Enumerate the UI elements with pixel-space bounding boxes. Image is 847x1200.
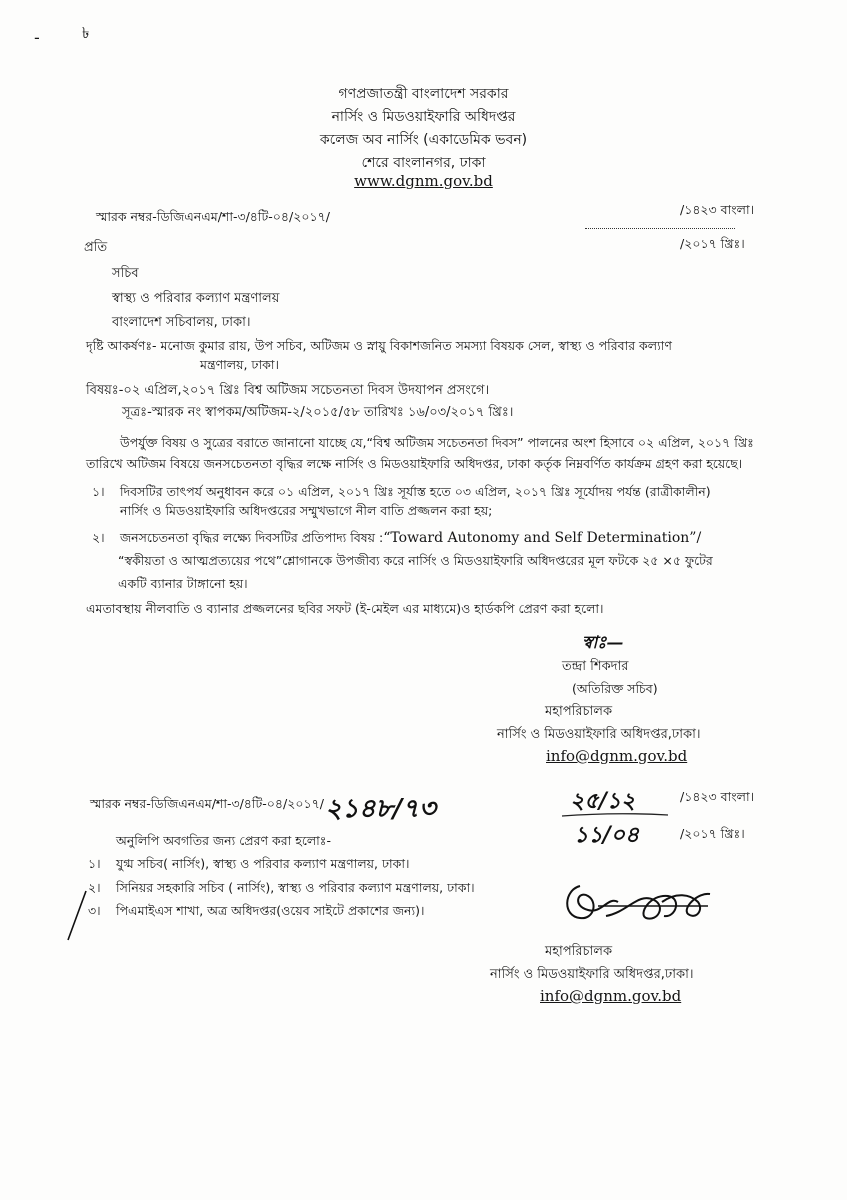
recipient-to: প্রতি <box>84 240 108 255</box>
copy-date-english: /২০১৭ খ্রিঃ। <box>680 826 745 841</box>
header-address: শেরে বাংলানগর, ঢাকা <box>361 155 486 171</box>
signatory-name: তন্দ্রা শিকদার <box>562 659 629 674</box>
header-website-link[interactable]: www.dgnm.gov.bd <box>354 172 493 190</box>
copy-item-number: ৩। <box>88 903 101 918</box>
item-2-bangla: জনসচেতনতা বৃদ্ধির লক্ষ্যে দিবসটির প্রতিপাদ্য বিষয় : <box>120 530 384 545</box>
copy-item-text: যুগ্ম সচিব( নার্সিং), স্বাস্থ্য ও পরিবার কল্যাণ মন্ত্রণালয়, ঢাকা। <box>116 856 410 871</box>
margin-tick-mark <box>64 888 90 944</box>
item-1-text: দিবসটির তাৎপর্য অনুধাবন করে ০১ এপ্রিল, ২০১৭ খ্রিঃ সূর্যাস্ত হতে ০৩ এপ্রিল, ২০১৭ খ্রিঃ সূর্যোদয় পর্যন্ত (রাত্রীকালীন) <box>120 484 711 499</box>
item-2-text-cont: “স্বকীয়তা ও আত্মপ্রত্যয়ের পথে”শ্লোগানকে উপজীব্য করে নার্সিং ও মিডওয়াইফারি অধিদপ্তরের মূল ফটকে ২৫ ×৫ ফুটের <box>118 553 713 568</box>
signatory-email-link[interactable]: info@dgnm.gov.bd <box>546 747 688 765</box>
reference-line: সূত্রঃ-স্মারক নং স্বাপকম/অটিজম-২/২০১৫/৫৮ তারিখঃ ১৬/০৩/২০১৭ খ্রিঃ। <box>122 405 514 420</box>
copy-date-bangla: /১৪২৩ বাংলা। <box>680 789 755 804</box>
copies-intro: অনুলিপি অবগতির জন্য প্রেরণ করা হলোঃ- <box>116 833 331 848</box>
recipient-designation: সচিব <box>112 266 139 281</box>
body-intro-cont: তারিখে অটিজম বিষয়ে জনসচেতনতা বৃদ্ধির লক্ষে নার্সিং ও মিডওয়াইফারি অধিদপ্তর, ঢাকা কর্তৃক নিম্নবর্ণিত কার্যক্রম গ্রহণ করা হয়েছে। <box>86 456 743 471</box>
item-number: ২। <box>92 530 105 545</box>
signatory-office-2: নার্সিং ও মিডওয়াইফারি অধিদপ্তর,ঢাকা। <box>490 967 694 982</box>
recipient-ministry: স্বাস্থ্য ও পরিবার কল্যাণ মন্ত্রণালয় <box>112 291 280 306</box>
subject-line: বিষয়ঃ-০২ এপ্রিল,২০১৭ খ্রিঃ বিশ্ব অটিজম সচেতনতা দিবস উদযাপন প্রসংগে। <box>86 383 490 398</box>
signatory-rank: (অতিরিক্ত সচিব) <box>572 681 658 696</box>
item-1-text-cont: নার্সিং ও মিডওয়াইফারি অধিদপ্তরের সম্মুখভাগে নীল বাতি প্রজ্জলন করা হয়; <box>120 503 493 518</box>
signatory-email-link-2[interactable]: info@dgnm.gov.bd <box>540 987 682 1005</box>
recipient-address: বাংলাদেশ সচিবালয়, ঢাকা। <box>112 315 251 330</box>
body-intro: উপর্যুক্ত বিষয় ও সুত্রের বরাতে জানানো যাচ্ছে যে,“বিশ্ব অটিজম সচেতনতা দিবস” পালনের অংশ হিসাবে ০২ এপ্রিল, ২০১৭ খ্রিঃ <box>120 435 754 450</box>
signatory-title-2: মহাপরিচালক <box>545 944 613 959</box>
handwritten-date-english: ১১/০৪ <box>574 822 640 848</box>
copy-item-number: ১। <box>88 856 101 871</box>
copy-item-number: ২। <box>88 880 101 895</box>
copy-memo-reference: স্মারক নম্বর-ডিজিএনএম/শা-৩/৪টি-০৪/২০১৭/ <box>90 796 324 811</box>
corner-mark: ৳ <box>82 24 90 42</box>
handwritten-signature <box>558 872 718 938</box>
handwritten-date-bangla: ২৫/১২ <box>570 788 636 814</box>
header-government: গণপ্রজাতন্ত্রী বাংলাদেশ সরকার <box>338 86 509 102</box>
corner-mark: - <box>34 28 40 47</box>
item-2-slogan-english: “Toward Autonomy and Self Determination”/ <box>383 530 702 546</box>
closing-paragraph: এমতাবস্থায় নীলবাতি ও ব্যানার প্রজ্জলনের ছবির সফট (ই-মেইল এর মাধ্যমে)ও হার্ডকপি প্রেরণ করা হলো। <box>86 601 604 616</box>
item-number: ১। <box>92 484 105 499</box>
memo-date-bangla: /১৪২৩ বাংলা। <box>680 202 755 217</box>
attention-line: দৃষ্টি আকর্ষণঃ- মনোজ কুমার রায়, উপ সচিব, অটিজম ও স্নায়ু বিকাশজনিত সমস্যা বিষয়ক সেল, স্বাস্থ্য ও পরিবার কল্যাণ <box>86 338 672 353</box>
header-directorate: নার্সিং ও মিডওয়াইফারি অধিদপ্তর <box>331 109 516 125</box>
handwritten-memo-number: ২১৪৮/৭৩ <box>325 794 436 824</box>
attention-line-cont: মন্ত্রণালয়, ঢাকা। <box>200 357 279 372</box>
signature-mark: স্বাঃ— <box>582 633 624 653</box>
copy-item-text: পিএমাইএস শাখা, অত্র অধিদপ্তর(ওয়েব সাইটে প্রকাশের জন্য)। <box>116 903 425 918</box>
header-college: কলেজ অব নার্সিং (একাডেমিক ভবন) <box>319 132 528 148</box>
signatory-office: নার্সিং ও মিডওয়াইফারি অধিদপ্তর,ঢাকা। <box>497 727 701 742</box>
memo-reference: স্মারক নম্বর-ডিজিএনএম/শা-৩/৪টি-০৪/২০১৭/ <box>96 209 330 224</box>
signatory-title: মহাপরিচালক <box>545 704 613 719</box>
memo-date-english: /২০১৭ খ্রিঃ। <box>680 236 745 251</box>
date-divider <box>585 228 735 229</box>
item-2-text-end: একটি ব্যানার টাঙ্গানো হয়। <box>118 576 248 591</box>
item-2-text <box>120 530 701 550</box>
copy-item-text: সিনিয়র সহকারি সচিব ( নার্সিং), স্বাস্থ্য ও পরিবার কল্যাণ মন্ত্রণালয়, ঢাকা। <box>116 880 475 895</box>
